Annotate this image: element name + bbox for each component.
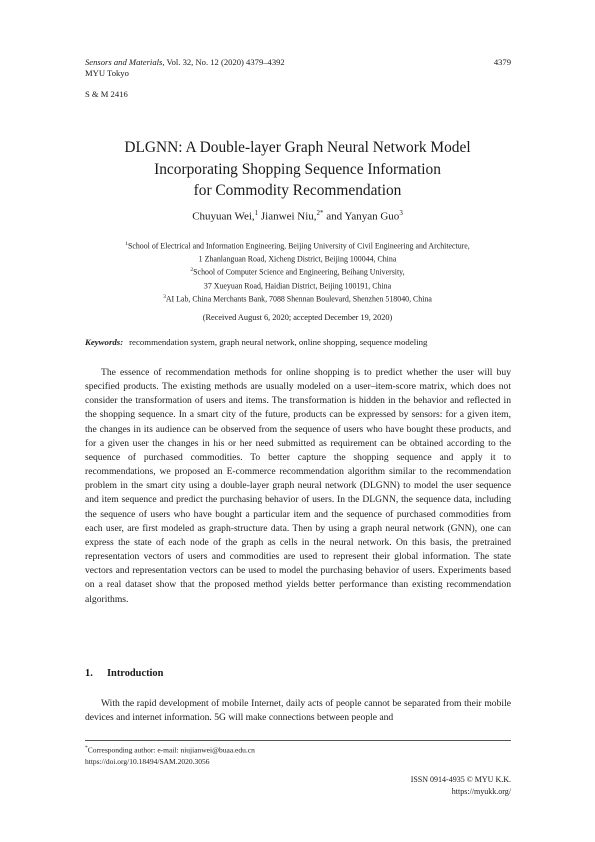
affiliation-mark: 2 [190, 267, 194, 274]
keywords-text: recommendation system, graph neural network, online shopping, sequence modeling [129, 337, 428, 347]
publisher-url[interactable]: https://myukk.org/ [451, 787, 511, 796]
affiliations [60, 239, 535, 305]
affiliation-text: 37 Xueyuan Road, Haidian District, Beijing 100191, China [203, 281, 392, 291]
running-header [85, 57, 285, 79]
keywords [85, 337, 427, 347]
author-name: Chuyuan Wei, [192, 210, 255, 223]
section-title: Introduction [107, 668, 164, 679]
affiliation-text: 1 Zhanlanguan Road, Xicheng District, Beijing 100044, China [198, 254, 397, 264]
keywords-label: Keywords: [85, 337, 124, 347]
page-number: 4379 [493, 57, 511, 67]
intro-paragraph: With the rapid development of mobile Internet, daily acts of people cannot be separated from their mobile devices and internet information. 5G will make connections between people and [85, 698, 511, 724]
publisher: MYU Tokyo [85, 68, 129, 78]
title-line: for Commodity Recommendation [193, 182, 402, 199]
author-affil-mark: 1 [254, 209, 259, 217]
affiliation-text: AI Lab, China Merchants Bank, 7088 Shennan Boulevard, Shenzhen 518040, China [165, 294, 432, 304]
affiliation-line [60, 292, 535, 305]
paper-title [60, 137, 535, 202]
volume-info: , Vol. 32, No. 12 (2020) 4379–4392 [162, 57, 285, 67]
affiliation-mark: 3 [163, 293, 166, 300]
abstract: The essence of recommendation methods for online shopping is to predict whether the user will buy specified products. The existing methods are usually modeled on a user–item-score matrix, which does not consider the transformation of users and items. The transformation is hidden in the behavior and reflected in the shopping sequence. In a smart city of the future, products can be expressed by sensors: for a given item, the changes in its audience can be observed from the sequence of users who have bought these products, and for a given user the changes in his or her need submitted as requirement can be obtained according to the sequence of purchased commodities. To better capture the shopping sequence and apply it to recommendations, we proposed an E-commerce recommendation algorithm similar to the recommendation problem in the smart city using a double-layer graph neural network (DLGNN) to model the user sequence and item sequence and predict the purchasing behavior of users. In the DLGNN, the sequence data, including the sequence of users who have bought a particular item and the sequence of purchased commodities from each user, are first modeled as graph-structure data. Then by using a graph neural network (GNN), one can express the state of each node of the graph as cells in the neural network. On this basis, the pretrained representation vectors of users and commodities are used to represent their global information. The state vectors and representation vectors can be used to model the purchasing behavior of users. Experiments based on a real dataset show that the proposed method yields better performance than existing recommendation algorithms. [85, 367, 511, 605]
manuscript-id: S & M 2416 [85, 89, 128, 99]
affiliation-line [60, 239, 535, 252]
corresponding-author [85, 743, 255, 756]
doi-link[interactable]: https://doi.org/10.18494/SAM.2020.3056 [85, 756, 210, 766]
author-name: Jianwei Niu, [260, 210, 317, 223]
affiliation-line [60, 265, 535, 278]
author-list [60, 209, 535, 223]
affiliation-line [60, 279, 535, 292]
footnote [85, 743, 255, 767]
affiliation-text: School of Computer Science and Engineering, Beihang University, [193, 268, 405, 278]
issn: ISSN 0914-4935 © MYU K.K. [410, 775, 511, 784]
footnote-mark: * [85, 745, 88, 751]
section-heading [85, 668, 163, 679]
author-separator: and [323, 210, 345, 223]
journal-citation [85, 57, 285, 68]
footnote-divider [85, 740, 511, 741]
title-line: Incorporating Shopping Sequence Information [154, 160, 441, 178]
affiliation-text: School of Electrical and Information Engineering, Beijing University of Civil Engineering and Architecture, [127, 241, 470, 251]
affiliation-mark: 1 [125, 241, 128, 247]
corresponding-email: Corresponding author: e-mail: niujianwei@buaa.edu.cn [87, 745, 255, 755]
received-dates: (Received August 6, 2020; accepted December 19, 2020) [202, 313, 393, 322]
author-affil-mark: 2* [316, 209, 324, 217]
section-number: 1. [85, 668, 93, 679]
title-line: DLGNN: A Double-layer Graph Neural Network Model [124, 139, 471, 156]
author-name: Yanyan Guo [344, 210, 400, 223]
affiliation-line [60, 252, 535, 265]
author-affil-mark: 3 [399, 209, 403, 217]
journal-name: Sensors and Materials [85, 57, 163, 67]
